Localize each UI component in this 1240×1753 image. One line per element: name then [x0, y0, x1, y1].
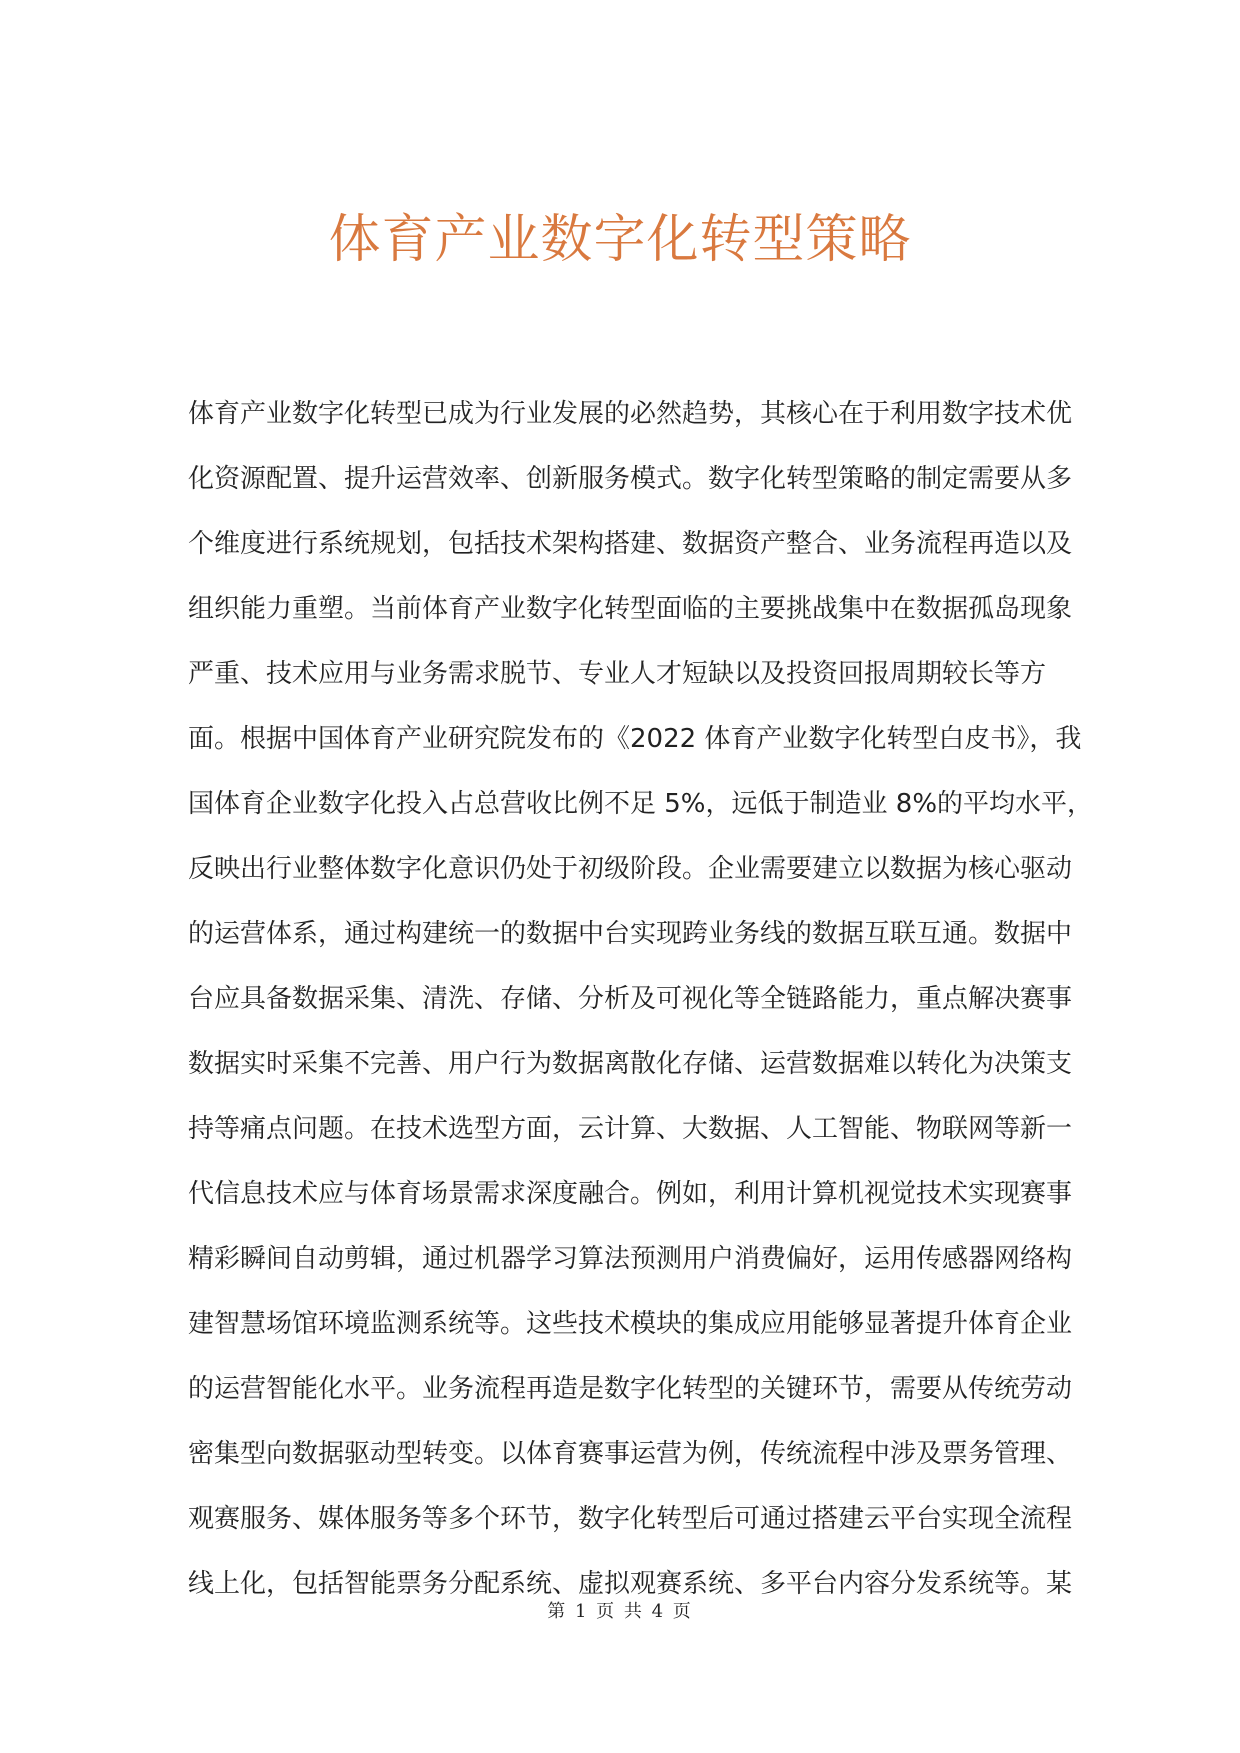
text-line: 建智慧场馆环境监测系统等。这些技术模块的集成应用能够显著提升体育企业	[188, 1309, 1073, 1339]
text-line: 个维度进行系统规划，包括技术架构搭建、数据资产整合、业务流程再造以及	[188, 529, 1073, 559]
text-line: 国体育企业数字化投入占总营收比例不足 5%，远低于制造业 8%的平均水平，	[188, 789, 1094, 819]
text-line: 反映出行业整体数字化意识仍处于初级阶段。企业需要建立以数据为核心驱动	[188, 854, 1073, 884]
text-line: 数据实时采集不完善、用户行为数据离散化存储、运营数据难以转化为决策支	[188, 1049, 1073, 1079]
page-number-footer: 第 1 页 共 4 页	[547, 1601, 693, 1622]
text-line: 观赛服务、媒体服务等多个环节，数字化转型后可通过搭建云平台实现全流程	[188, 1504, 1073, 1534]
text-line: 体育产业数字化转型已成为行业发展的必然趋势，其核心在于利用数字技术优	[188, 399, 1073, 429]
text-line: 组织能力重塑。当前体育产业数字化转型面临的主要挑战集中在数据孤岛现象	[188, 594, 1073, 624]
text-line: 精彩瞬间自动剪辑，通过机器学习算法预测用户消费偏好，运用传感器网络构	[188, 1244, 1073, 1274]
text-line: 严重、技术应用与业务需求脱节、专业人才短缺以及投资回报周期较长等方	[188, 659, 1047, 689]
text-line: 化资源配置、提升运营效率、创新服务模式。数字化转型策略的制定需要从多	[188, 464, 1073, 494]
text-line: 代信息技术应与体育场景需求深度融合。例如，利用计算机视觉技术实现赛事	[188, 1179, 1073, 1209]
body-paragraph	[188, 382, 1094, 1617]
text-line: 密集型向数据驱动型转变。以体育赛事运营为例，传统流程中涉及票务管理、	[188, 1439, 1073, 1469]
text-line: 的运营智能化水平。业务流程再造是数字化转型的关键环节，需要从传统劳动	[188, 1374, 1073, 1404]
text-line: 持等痛点问题。在技术选型方面，云计算、大数据、人工智能、物联网等新一	[188, 1114, 1073, 1144]
text-line: 面。根据中国体育产业研究院发布的《2022 体育产业数字化转型白皮书》，我	[188, 724, 1082, 754]
text-line: 线上化，包括智能票务分配系统、虚拟观赛系统、多平台内容分发系统等。某	[188, 1569, 1073, 1599]
document-title: 体育产业数字化转型策略	[328, 210, 912, 270]
text-line: 台应具备数据采集、清洗、存储、分析及可视化等全链路能力，重点解决赛事	[188, 984, 1073, 1014]
text-line: 的运营体系，通过构建统一的数据中台实现跨业务线的数据互联互通。数据中	[188, 919, 1073, 949]
